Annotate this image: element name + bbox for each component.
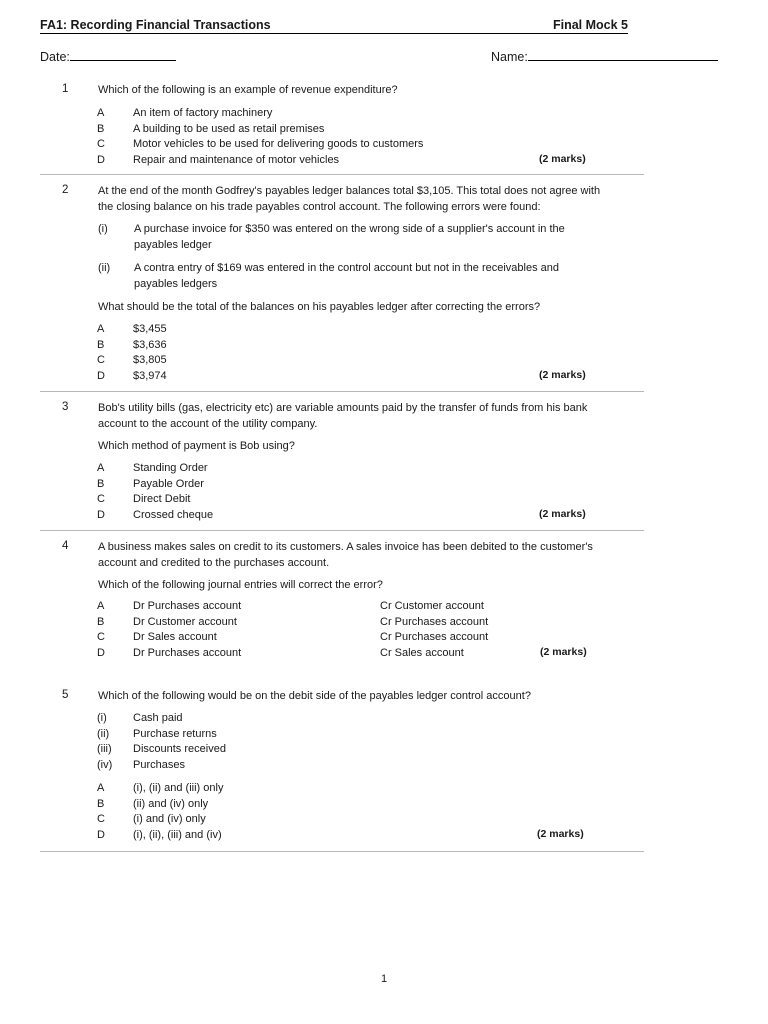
question-text-line-2: account to the account of the utility company. bbox=[98, 418, 318, 430]
option-c-credit: Cr Purchases account bbox=[380, 631, 489, 643]
option-c: C Motor vehicles to be used for delivering goods to customers bbox=[97, 138, 424, 150]
item-i: (i) Cash paid bbox=[97, 712, 183, 724]
marks: (2 marks) bbox=[539, 369, 586, 381]
error-i-num: (i) bbox=[98, 223, 108, 235]
document-title: FA1: Recording Financial Transactions bbox=[40, 18, 271, 32]
option-d: D Dr Purchases account bbox=[97, 646, 242, 659]
divider bbox=[40, 851, 644, 852]
name-field bbox=[491, 48, 718, 64]
option-b: B (ii) and (iv) only bbox=[97, 797, 209, 810]
divider bbox=[40, 391, 644, 392]
question-text-line-1: Bob's utility bills (gas, electricity etc) are variable amounts paid by the transfer of funds from his bank bbox=[98, 402, 588, 414]
name-line bbox=[528, 48, 718, 61]
option-b: B Payable Order bbox=[97, 477, 204, 490]
error-i-line-2: payables ledger bbox=[134, 239, 212, 251]
question-number: 1 bbox=[62, 83, 69, 95]
question-number: 3 bbox=[62, 401, 69, 413]
question-text-line-1: At the end of the month Godfrey's payables ledger balances total $3,105. This total does not agree with bbox=[98, 185, 601, 197]
divider bbox=[40, 174, 644, 175]
question-prompt: Which of the following journal entries will correct the error? bbox=[98, 579, 383, 591]
option-a: A $3,455 bbox=[97, 323, 167, 335]
error-ii-line-2: payables ledgers bbox=[134, 278, 218, 290]
divider bbox=[40, 530, 644, 531]
option-a: A (i), (ii) and (iii) only bbox=[97, 782, 224, 794]
question-text: Which of the following is an example of revenue expenditure? bbox=[98, 84, 398, 96]
option-c: C $3,805 bbox=[97, 354, 167, 366]
option-b: B $3,636 bbox=[97, 338, 167, 351]
question-text-line-2: the closing balance on his trade payables control account. The following errors were found: bbox=[98, 201, 541, 213]
mock-label: Final Mock 5 bbox=[552, 18, 628, 32]
question-prompt: What should be the total of the balances on his payables ledger after correcting the errors? bbox=[98, 301, 541, 313]
option-b-credit: Cr Purchases account bbox=[380, 615, 489, 628]
item-iii: (iii) Discounts received bbox=[97, 743, 226, 755]
page-header bbox=[40, 17, 628, 34]
option-b: B A building to be used as retail premises bbox=[97, 122, 325, 135]
option-c: C (i) and (iv) only bbox=[97, 813, 206, 825]
option-c: C Direct Debit bbox=[97, 493, 191, 505]
option-d: D (i), (ii), (iii) and (iv) bbox=[97, 828, 222, 841]
item-iv: (iv) Purchases bbox=[97, 758, 185, 771]
option-b: B Dr Customer account bbox=[97, 615, 237, 628]
question-prompt: Which method of payment is Bob using? bbox=[98, 440, 295, 452]
option-a-credit: Cr Customer account bbox=[380, 600, 484, 612]
date-label: Date: bbox=[40, 50, 70, 64]
item-ii: (ii) Purchase returns bbox=[97, 727, 217, 740]
error-ii-line-1: A contra entry of $169 was entered in the control account but not in the receivables and bbox=[134, 262, 559, 274]
option-d: D $3,974 bbox=[97, 369, 167, 382]
error-ii-num: (ii) bbox=[98, 262, 111, 274]
question-text: Which of the following would be on the debit side of the payables ledger control account? bbox=[98, 690, 531, 702]
name-label: Name: bbox=[491, 50, 528, 64]
question-number: 2 bbox=[62, 184, 69, 196]
question-number: 5 bbox=[62, 689, 69, 701]
question-number: 4 bbox=[62, 540, 69, 552]
question-text-line-1: A business makes sales on credit to its customers. A sales invoice has been debited to the customer's bbox=[98, 541, 593, 553]
page-number: 1 bbox=[380, 973, 388, 985]
option-a: A Dr Purchases account bbox=[97, 600, 242, 612]
option-a: A Standing Order bbox=[97, 462, 208, 474]
marks: (2 marks) bbox=[537, 828, 584, 840]
date-line bbox=[70, 48, 176, 61]
marks: (2 marks) bbox=[539, 153, 586, 165]
option-a: A An item of factory machinery bbox=[97, 107, 273, 119]
marks: (2 marks) bbox=[540, 646, 587, 658]
option-c: C Dr Sales account bbox=[97, 631, 217, 643]
question-text-line-2: account and credited to the purchases account. bbox=[98, 557, 330, 569]
option-d: D Crossed cheque bbox=[97, 508, 214, 521]
date-field bbox=[40, 48, 176, 64]
option-d-credit: Cr Sales account bbox=[380, 646, 464, 659]
option-d: D Repair and maintenance of motor vehicles bbox=[97, 153, 340, 166]
marks: (2 marks) bbox=[539, 508, 586, 520]
error-i-line-1: A purchase invoice for $350 was entered on the wrong side of a supplier's account in the bbox=[134, 223, 565, 235]
